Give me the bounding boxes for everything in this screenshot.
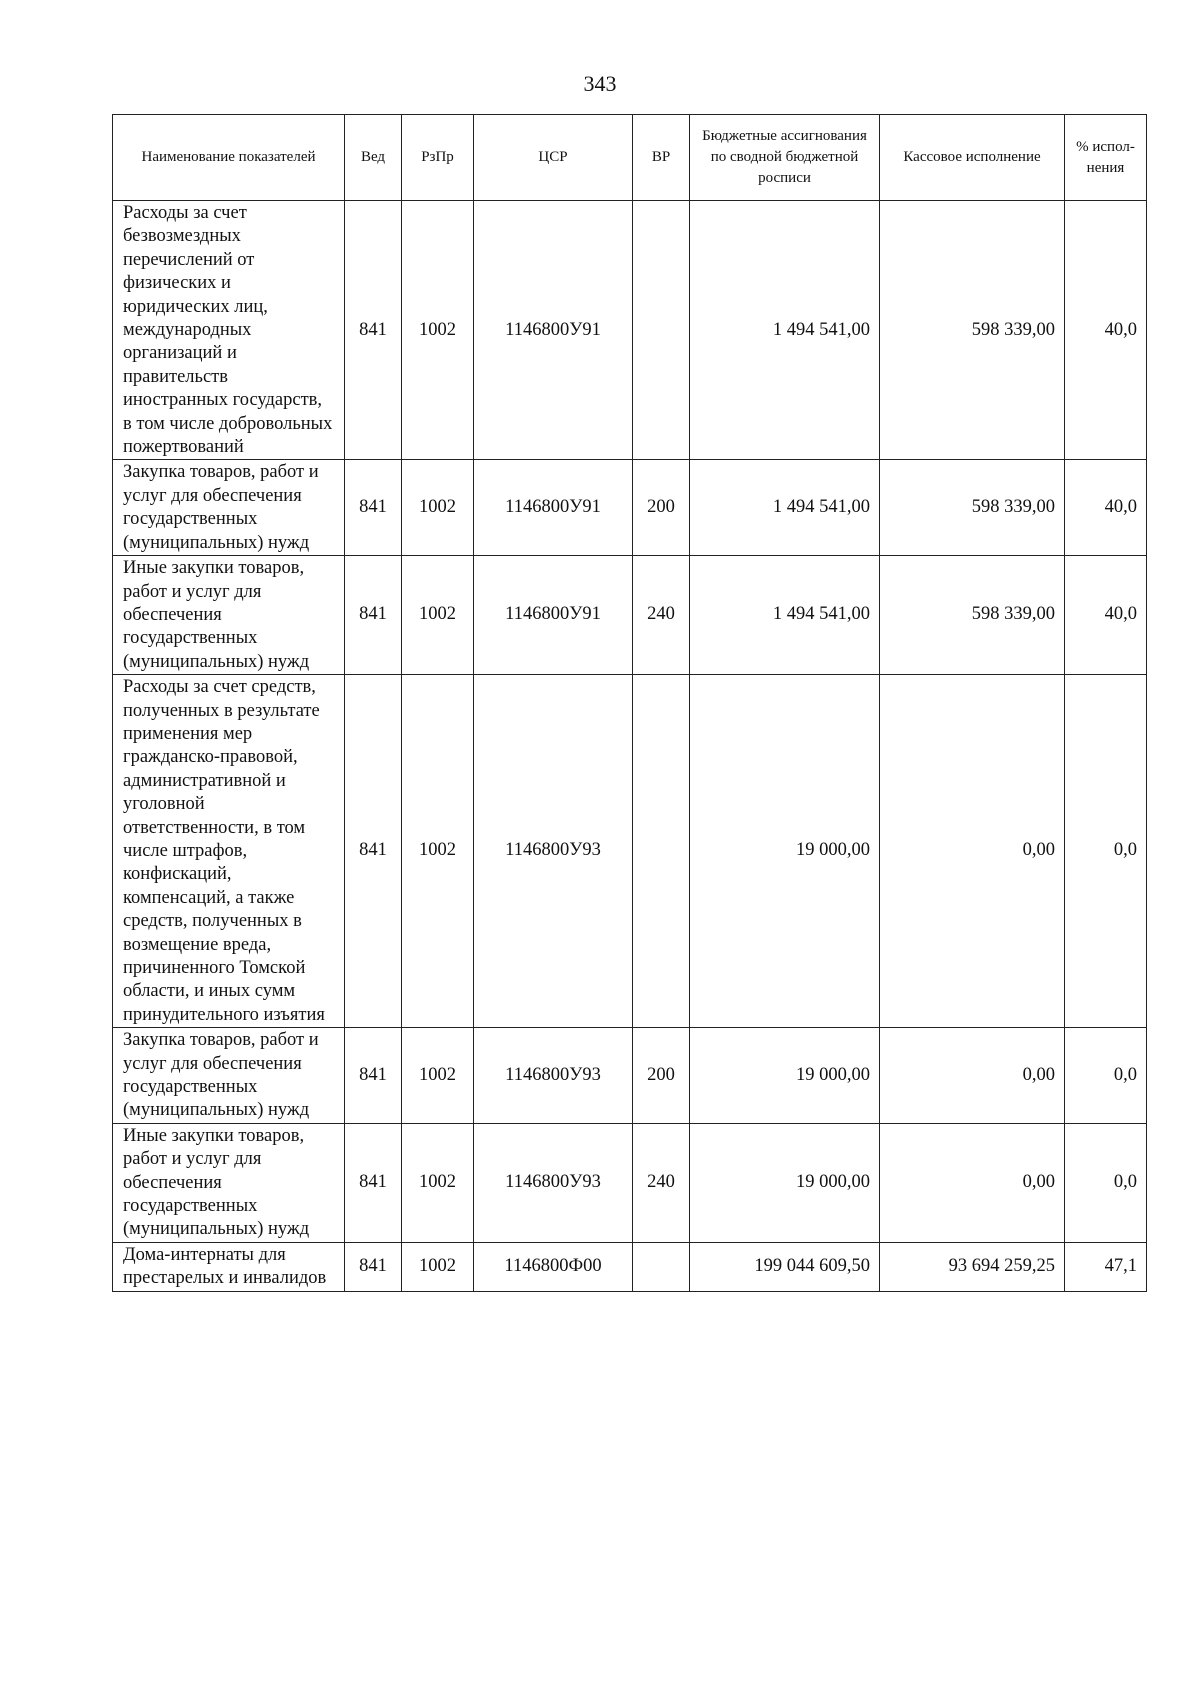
row-cash: 598 339,00: [880, 460, 1065, 556]
header-cash: Кассовое исполнение: [880, 115, 1065, 201]
row-budget: 19 000,00: [690, 1123, 880, 1242]
table-row: [113, 1242, 1147, 1291]
row-rzpr: 1002: [402, 556, 474, 675]
row-ved: 841: [345, 1242, 402, 1291]
row-pct: 40,0: [1065, 201, 1147, 460]
row-pct: 47,1: [1065, 1242, 1147, 1291]
row-cash: 93 694 259,25: [880, 1242, 1065, 1291]
row-pct: 0,0: [1065, 1123, 1147, 1242]
row-budget: 1 494 541,00: [690, 201, 880, 460]
page-number: 343: [583, 71, 617, 96]
row-vr: 200: [633, 1028, 690, 1124]
row-cash: 598 339,00: [880, 201, 1065, 460]
row-cash: 0,00: [880, 675, 1065, 1028]
row-vr: [633, 675, 690, 1028]
row-name: Расходы за счет безвозмездных перечислений от физических и юридических лиц, международных организаций и правительств иностранных государств, в том числе добровольных пожертвований: [113, 201, 345, 460]
row-rzpr: 1002: [402, 1028, 474, 1124]
row-name: Закупка товаров, работ и услуг для обеспечения государственных (муниципальных) нужд: [113, 1028, 345, 1124]
row-name: Иные закупки товаров, работ и услуг для обеспечения государственных (муниципальных) нужд: [113, 556, 345, 675]
row-budget: 199 044 609,50: [690, 1242, 880, 1291]
row-vr: [633, 1242, 690, 1291]
table-row: [113, 201, 1147, 460]
row-rzpr: 1002: [402, 675, 474, 1028]
row-ved: 841: [345, 1123, 402, 1242]
row-vr: 240: [633, 556, 690, 675]
row-csr: 1146800Ф00: [474, 1242, 633, 1291]
header-ved: Вед: [345, 115, 402, 201]
row-ved: 841: [345, 201, 402, 460]
row-ved: 841: [345, 556, 402, 675]
header-name: Наименование показателей: [113, 115, 345, 201]
table-header-row: [113, 115, 1147, 201]
row-name: Дома-интернаты для престарелых и инвалидов: [113, 1242, 345, 1291]
row-rzpr: 1002: [402, 201, 474, 460]
row-pct: 0,0: [1065, 1028, 1147, 1124]
header-pct: % испол-нения: [1065, 115, 1147, 201]
row-pct: 0,0: [1065, 675, 1147, 1028]
row-cash: 0,00: [880, 1028, 1065, 1124]
table-row: [113, 1028, 1147, 1124]
table-row: [113, 675, 1147, 1028]
row-pct: 40,0: [1065, 556, 1147, 675]
table-row: [113, 1123, 1147, 1242]
row-budget: 19 000,00: [690, 1028, 880, 1124]
row-pct: 40,0: [1065, 460, 1147, 556]
row-ved: 841: [345, 675, 402, 1028]
header-rzpr: РзПр: [402, 115, 474, 201]
row-name: Закупка товаров, работ и услуг для обеспечения государственных (муниципальных) нужд: [113, 460, 345, 556]
header-csr: ЦСР: [474, 115, 633, 201]
row-vr: [633, 201, 690, 460]
row-budget: 19 000,00: [690, 675, 880, 1028]
row-rzpr: 1002: [402, 1123, 474, 1242]
row-cash: 598 339,00: [880, 556, 1065, 675]
row-budget: 1 494 541,00: [690, 460, 880, 556]
row-rzpr: 1002: [402, 460, 474, 556]
row-csr: 1146800У91: [474, 556, 633, 675]
row-ved: 841: [345, 1028, 402, 1124]
row-csr: 1146800У93: [474, 1028, 633, 1124]
row-name: Иные закупки товаров, работ и услуг для обеспечения государственных (муниципальных) нужд: [113, 1123, 345, 1242]
row-vr: 240: [633, 1123, 690, 1242]
table-row: [113, 460, 1147, 556]
row-budget: 1 494 541,00: [690, 556, 880, 675]
row-csr: 1146800У93: [474, 675, 633, 1028]
budget-execution-table: [112, 114, 1147, 1292]
row-cash: 0,00: [880, 1123, 1065, 1242]
header-budget: Бюджетные ассигнования по сводной бюджетной росписи: [690, 115, 880, 201]
row-vr: 200: [633, 460, 690, 556]
row-csr: 1146800У91: [474, 201, 633, 460]
row-csr: 1146800У93: [474, 1123, 633, 1242]
row-name: Расходы за счет средств, полученных в результате применения мер гражданско-правовой, административной и уголовной ответственности, в том числе штрафов, конфискаций, компенсаций, а также средств, полученных в возмещение вреда, причиненного Томской области, и иных сумм принудительного изъятия: [113, 675, 345, 1028]
header-vr: ВР: [633, 115, 690, 201]
row-ved: 841: [345, 460, 402, 556]
row-rzpr: 1002: [402, 1242, 474, 1291]
row-csr: 1146800У91: [474, 460, 633, 556]
table-row: [113, 556, 1147, 675]
